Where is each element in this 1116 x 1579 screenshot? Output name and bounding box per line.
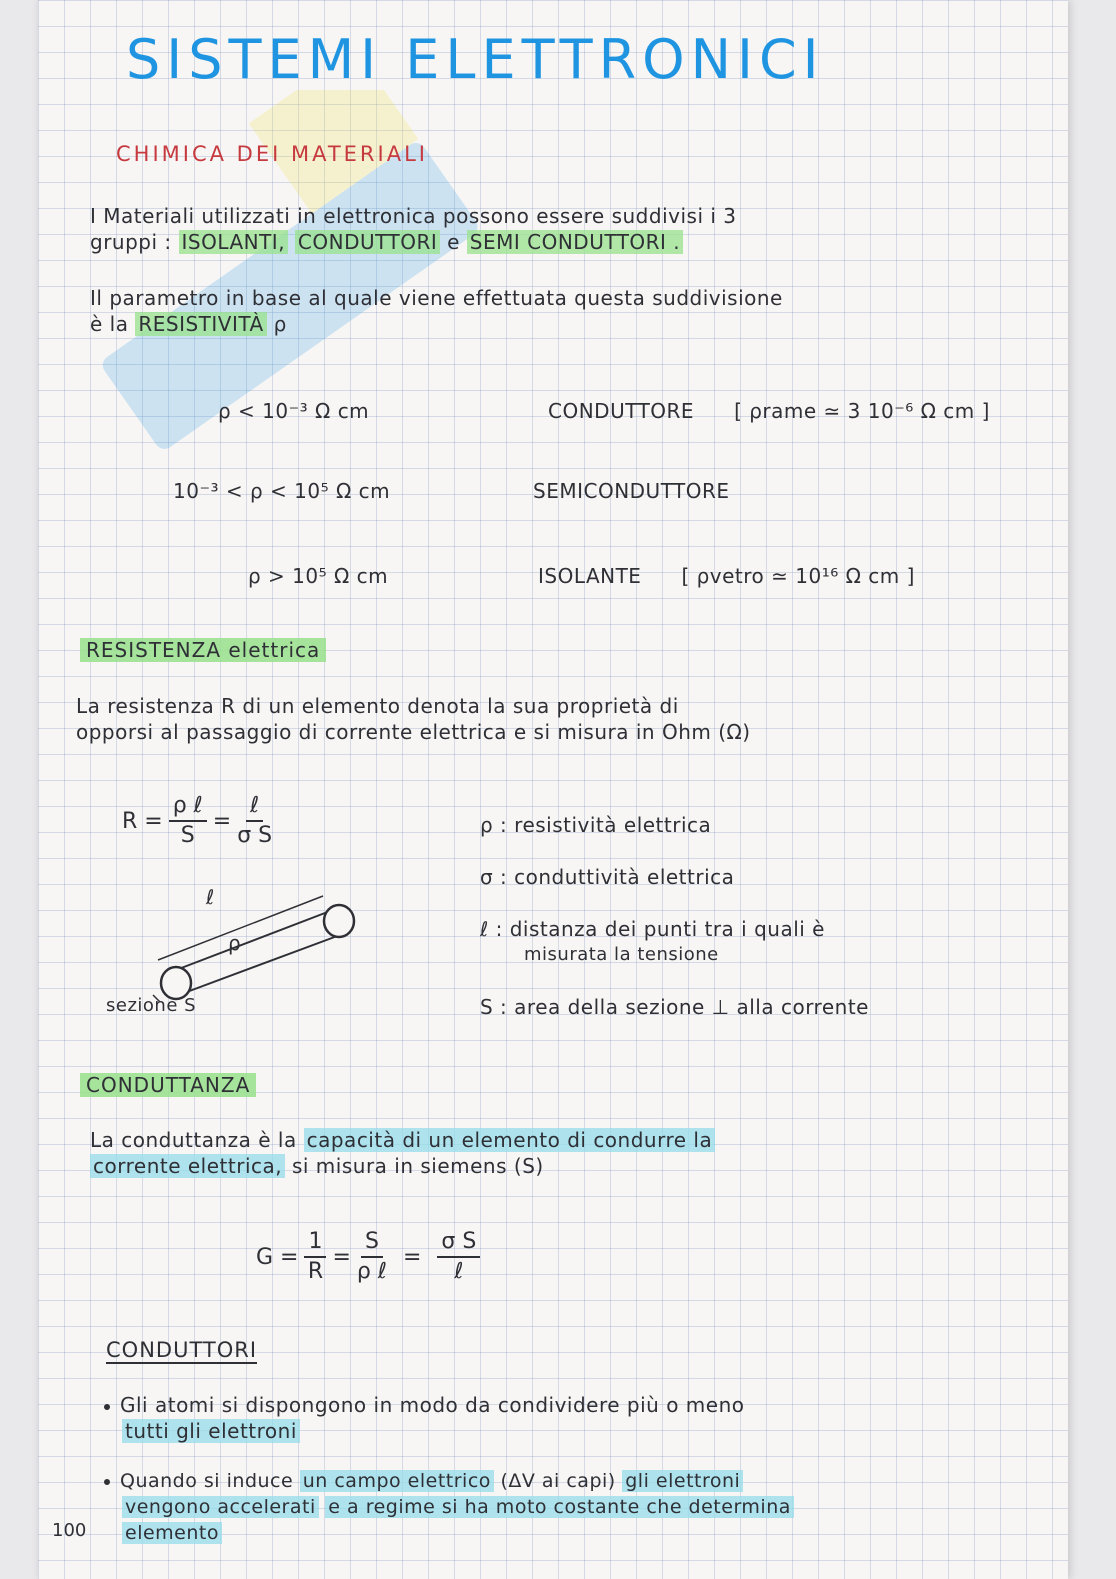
fraction (304, 1228, 326, 1286)
numerator: 1 (304, 1228, 326, 1258)
resistenza-line-2: opporsi al passaggio di corrente elettrica e si misura in Ohm (Ω) (76, 720, 751, 744)
bullet-highlight: gli elettroni (622, 1470, 743, 1492)
equals-sign: = (212, 808, 232, 834)
param-paragraph (90, 285, 1070, 337)
resistance-formula (122, 792, 278, 850)
fraction (437, 1228, 480, 1286)
range-conduttore (218, 398, 1038, 424)
conduttanza-text: si misura in siemens (S) (291, 1154, 544, 1178)
legend-symbol: ρ : (480, 813, 508, 837)
legend-text-continued: misurata la tensione (524, 944, 719, 965)
numerator: ρ ℓ (169, 792, 207, 822)
formula-lhs: R = (122, 808, 163, 834)
range-semiconduttore (173, 478, 993, 504)
legend-text: resistività elettrica (514, 813, 712, 837)
resistenza-legend (480, 812, 1060, 1046)
conduttori-bullet-2 (104, 1468, 1064, 1546)
bullet-highlight: tutti gli elettroni (122, 1419, 300, 1443)
group-isolanti: ISOLANTI, (179, 230, 289, 254)
range-label: SEMICONDUTTORE (533, 479, 730, 503)
bullet-icon (104, 1479, 110, 1485)
legend-item (480, 916, 1060, 968)
numerator: σ S (437, 1228, 480, 1258)
param-symbol: ρ (273, 312, 287, 336)
page-number: 100 (52, 1520, 87, 1541)
range-isolante (248, 563, 1048, 589)
range-label: ISOLANTE (538, 564, 642, 588)
param-term: RESISTIVITÀ (135, 312, 266, 336)
fraction (237, 792, 272, 850)
group-conduttori: CONDUTTORI (295, 230, 440, 254)
diagram-rho-label: ρ (228, 931, 242, 955)
conduttanza-line-2 (90, 1153, 1060, 1179)
bullet-text: Quando si induce (120, 1470, 294, 1492)
diagram-section-label: sezione S (106, 995, 197, 1016)
resistenza-heading: RESISTENZA elettrica (80, 638, 326, 662)
conduttanza-paragraph (90, 1127, 1060, 1179)
equals-sign: = (402, 1244, 422, 1270)
resistenza-paragraph (76, 693, 1056, 745)
intro-line-2 (90, 229, 1050, 255)
range-expr: 10⁻³ < ρ < 10⁵ Ω cm (173, 479, 391, 503)
range-note: [ ρvetro ≃ 10¹⁶ Ω cm ] (681, 564, 915, 588)
bullet-text: (ΔV ai capi) (500, 1470, 616, 1492)
bullet-text: Gli atomi si dispongono in modo da condividere più o meno (120, 1393, 745, 1417)
bullet-highlight: vengono accelerati (122, 1496, 319, 1518)
param-line-2 (90, 311, 1070, 337)
conduttori-bullet-1 (104, 1392, 1054, 1444)
fraction (169, 792, 207, 850)
denominator: R (307, 1259, 324, 1284)
range-expr: ρ < 10⁻³ Ω cm (218, 399, 370, 423)
intro-paragraph (90, 203, 1050, 255)
conduttanza-text: La conduttanza è la (90, 1128, 297, 1152)
conduttanza-highlight: capacità di un elemento di condurre la (304, 1128, 716, 1152)
conduttanza-line-1 (90, 1127, 1060, 1153)
conduttanza-highlight: corrente elettrica, (90, 1154, 285, 1178)
bullet-highlight: e a regime si ha moto costante che determina (325, 1496, 794, 1518)
legend-symbol: S : (480, 995, 508, 1019)
conduttanza-heading: CONDUTTANZA (80, 1073, 256, 1097)
page-title: SISTEMI ELETTRONICI (126, 28, 825, 91)
legend-item (480, 864, 1060, 890)
numerator: S (361, 1228, 383, 1258)
legend-text: area della sezione ⊥ alla corrente (514, 995, 869, 1019)
section-subtitle: CHIMICA DEI MATERIALI (116, 142, 428, 166)
param-line-1: Il parametro in base al quale viene effettuata questa suddivisione (90, 286, 783, 310)
denominator: S (180, 823, 195, 848)
param-prefix: è la (90, 312, 129, 336)
range-expr: ρ > 10⁵ Ω cm (248, 564, 389, 588)
legend-text: distanza dei punti tra i quali è (509, 917, 825, 941)
legend-item (480, 812, 1060, 838)
numerator: ℓ (246, 792, 263, 822)
legend-text: conduttività elettrica (514, 865, 735, 889)
conduttori-heading: CONDUTTORI (106, 1338, 258, 1362)
fraction (357, 1228, 387, 1286)
intro-line-1: I Materiali utilizzati in elettronica possono essere suddivisi i 3 (90, 204, 737, 228)
group-semiconduttori: SEMI CONDUTTORI . (467, 230, 683, 254)
formula-lhs: G = (256, 1244, 299, 1270)
group-and: e (447, 230, 460, 254)
resistenza-line-1: La resistenza R di un elemento denota la sua proprietà di (76, 694, 679, 718)
range-label: CONDUTTORE (548, 399, 695, 423)
intro-gruppi: gruppi : (90, 230, 172, 254)
notebook-page (38, 0, 1068, 1579)
bullet-highlight: un campo elettrico (300, 1470, 494, 1492)
bullet-icon (104, 1404, 110, 1410)
range-note: [ ρrame ≃ 3 10⁻⁶ Ω cm ] (734, 399, 990, 423)
legend-symbol: σ : (480, 865, 508, 889)
denominator: σ S (237, 823, 273, 848)
denominator: ρ ℓ (356, 1259, 387, 1284)
diagram-length-label: ℓ (206, 885, 215, 909)
legend-item (480, 994, 1060, 1020)
conductance-formula (256, 1228, 486, 1286)
equals-sign: = (332, 1244, 351, 1270)
legend-symbol: ℓ : (480, 917, 503, 941)
denominator: ℓ (454, 1259, 464, 1284)
bullet-highlight: elemento (122, 1522, 222, 1544)
